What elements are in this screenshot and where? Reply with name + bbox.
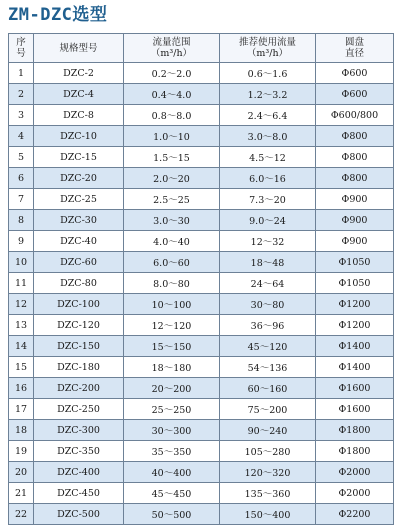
cell-recommended-flow: 120～320 [220, 462, 316, 483]
table-header [9, 34, 394, 63]
table-row [9, 315, 394, 336]
cell-flow-range: 10～100 [124, 294, 220, 315]
cell-recommended-flow: 6.0～16 [220, 168, 316, 189]
cell-recommended-flow: 45～120 [220, 336, 316, 357]
table-row [9, 252, 394, 273]
cell-disc-diameter: Φ1800 [316, 441, 394, 462]
cell-index: 2 [9, 84, 34, 105]
cell-index: 5 [9, 147, 34, 168]
cell-recommended-flow: 9.0～24 [220, 210, 316, 231]
table-row [9, 168, 394, 189]
cell-index: 8 [9, 210, 34, 231]
cell-recommended-flow: 0.6～1.6 [220, 63, 316, 84]
header-index [9, 34, 34, 63]
cell-flow-range: 20～200 [124, 378, 220, 399]
page-title: ZM-DZC选型 [8, 5, 108, 25]
cell-flow-range: 1.5～15 [124, 147, 220, 168]
cell-flow-range: 0.4～4.0 [124, 84, 220, 105]
cell-recommended-flow: 4.5～12 [220, 147, 316, 168]
table-row [9, 483, 394, 504]
cell-disc-diameter: Φ600/800 [316, 105, 394, 126]
cell-flow-range: 1.0～10 [124, 126, 220, 147]
cell-disc-diameter: Φ1200 [316, 294, 394, 315]
cell-recommended-flow: 150～400 [220, 504, 316, 525]
cell-disc-diameter: Φ900 [316, 231, 394, 252]
cell-model: DZC-60 [34, 252, 124, 273]
cell-index: 12 [9, 294, 34, 315]
cell-index: 7 [9, 189, 34, 210]
cell-recommended-flow: 12～32 [220, 231, 316, 252]
table-row [9, 273, 394, 294]
cell-index: 13 [9, 315, 34, 336]
header-flow-range-line-1: 流量范围 [152, 37, 191, 48]
cell-disc-diameter: Φ2000 [316, 483, 394, 504]
cell-model: DZC-250 [34, 399, 124, 420]
cell-index: 11 [9, 273, 34, 294]
cell-model: DZC-200 [34, 378, 124, 399]
cell-recommended-flow: 75～200 [220, 399, 316, 420]
cell-flow-range: 45～450 [124, 483, 220, 504]
cell-recommended-flow: 105～280 [220, 441, 316, 462]
cell-recommended-flow: 24～64 [220, 273, 316, 294]
cell-recommended-flow: 18～48 [220, 252, 316, 273]
cell-model: DZC-150 [34, 336, 124, 357]
cell-index: 18 [9, 420, 34, 441]
cell-index: 14 [9, 336, 34, 357]
table-row [9, 399, 394, 420]
cell-flow-range: 0.2～2.0 [124, 63, 220, 84]
cell-index: 15 [9, 357, 34, 378]
table-row [9, 378, 394, 399]
header-flow-range-line-2: （m³/h） [150, 48, 193, 59]
cell-index: 6 [9, 168, 34, 189]
header-recommended-flow-line-2: （m³/h） [246, 48, 289, 59]
cell-disc-diameter: Φ800 [316, 147, 394, 168]
header-index-line-2: 号 [16, 48, 26, 59]
cell-disc-diameter: Φ2200 [316, 504, 394, 525]
cell-model: DZC-120 [34, 315, 124, 336]
cell-model: DZC-10 [34, 126, 124, 147]
cell-model: DZC-4 [34, 84, 124, 105]
cell-recommended-flow: 2.4～6.4 [220, 105, 316, 126]
cell-model: DZC-40 [34, 231, 124, 252]
cell-disc-diameter: Φ1050 [316, 252, 394, 273]
header-disc-diameter-line-2: 直径 [344, 48, 364, 59]
cell-index: 16 [9, 378, 34, 399]
header-recommended-flow [220, 34, 316, 63]
cell-recommended-flow: 54～136 [220, 357, 316, 378]
cell-model: DZC-8 [34, 105, 124, 126]
cell-flow-range: 18～180 [124, 357, 220, 378]
cell-model: DZC-30 [34, 210, 124, 231]
cell-flow-range: 2.5～25 [124, 189, 220, 210]
table-row [9, 126, 394, 147]
cell-index: 10 [9, 252, 34, 273]
cell-flow-range: 12～120 [124, 315, 220, 336]
table-row [9, 189, 394, 210]
cell-flow-range: 0.8～8.0 [124, 105, 220, 126]
cell-index: 22 [9, 504, 34, 525]
cell-model: DZC-2 [34, 63, 124, 84]
cell-flow-range: 15～150 [124, 336, 220, 357]
cell-flow-range: 4.0～40 [124, 231, 220, 252]
cell-model: DZC-500 [34, 504, 124, 525]
table-row [9, 357, 394, 378]
table-row [9, 420, 394, 441]
cell-flow-range: 35～350 [124, 441, 220, 462]
cell-index: 1 [9, 63, 34, 84]
cell-index: 21 [9, 483, 34, 504]
table-row [9, 231, 394, 252]
cell-flow-range: 50～500 [124, 504, 220, 525]
header-model [34, 34, 124, 63]
header-recommended-flow-line-1: 推荐使用流量 [238, 37, 296, 48]
cell-disc-diameter: Φ1200 [316, 315, 394, 336]
cell-model: DZC-20 [34, 168, 124, 189]
table-row [9, 294, 394, 315]
table-row [9, 84, 394, 105]
cell-index: 3 [9, 105, 34, 126]
cell-recommended-flow: 3.0～8.0 [220, 126, 316, 147]
cell-disc-diameter: Φ600 [316, 63, 394, 84]
cell-recommended-flow: 1.2～3.2 [220, 84, 316, 105]
cell-model: DZC-450 [34, 483, 124, 504]
cell-model: DZC-80 [34, 273, 124, 294]
table-row [9, 336, 394, 357]
header-row [9, 34, 394, 63]
cell-index: 4 [9, 126, 34, 147]
cell-disc-diameter: Φ1800 [316, 420, 394, 441]
cell-recommended-flow: 135～360 [220, 483, 316, 504]
cell-disc-diameter: Φ900 [316, 189, 394, 210]
cell-index: 20 [9, 462, 34, 483]
cell-disc-diameter: Φ1600 [316, 399, 394, 420]
cell-flow-range: 6.0～60 [124, 252, 220, 273]
cell-index: 17 [9, 399, 34, 420]
table-row [9, 147, 394, 168]
header-index-line-1: 序 [16, 37, 26, 48]
table-row [9, 63, 394, 84]
cell-flow-range: 3.0～30 [124, 210, 220, 231]
cell-recommended-flow: 30～80 [220, 294, 316, 315]
cell-disc-diameter: Φ1400 [316, 336, 394, 357]
table-body [9, 63, 394, 525]
cell-model: DZC-300 [34, 420, 124, 441]
cell-flow-range: 8.0～80 [124, 273, 220, 294]
cell-recommended-flow: 7.3～20 [220, 189, 316, 210]
cell-model: DZC-400 [34, 462, 124, 483]
cell-model: DZC-100 [34, 294, 124, 315]
cell-model: DZC-350 [34, 441, 124, 462]
cell-disc-diameter: Φ1400 [316, 357, 394, 378]
cell-model: DZC-15 [34, 147, 124, 168]
cell-model: DZC-25 [34, 189, 124, 210]
table-row [9, 504, 394, 525]
table-row [9, 210, 394, 231]
cell-flow-range: 30～300 [124, 420, 220, 441]
cell-disc-diameter: Φ800 [316, 168, 394, 189]
cell-index: 19 [9, 441, 34, 462]
header-disc-diameter [316, 34, 394, 63]
header-disc-diameter-line-1: 圆盘 [344, 37, 364, 48]
cell-disc-diameter: Φ1600 [316, 378, 394, 399]
table-row [9, 462, 394, 483]
cell-disc-diameter: Φ2000 [316, 462, 394, 483]
cell-recommended-flow: 36～96 [220, 315, 316, 336]
header-model-line-1: 规格型号 [59, 42, 98, 54]
cell-disc-diameter: Φ600 [316, 84, 394, 105]
selection-table [8, 33, 394, 525]
cell-flow-range: 40～400 [124, 462, 220, 483]
cell-recommended-flow: 60～160 [220, 378, 316, 399]
table-row [9, 441, 394, 462]
table-row [9, 105, 394, 126]
cell-recommended-flow: 90～240 [220, 420, 316, 441]
cell-disc-diameter: Φ1050 [316, 273, 394, 294]
cell-flow-range: 2.0～20 [124, 168, 220, 189]
cell-index: 9 [9, 231, 34, 252]
cell-disc-diameter: Φ900 [316, 210, 394, 231]
header-flow-range [124, 34, 220, 63]
cell-model: DZC-180 [34, 357, 124, 378]
cell-flow-range: 25～250 [124, 399, 220, 420]
cell-disc-diameter: Φ800 [316, 126, 394, 147]
